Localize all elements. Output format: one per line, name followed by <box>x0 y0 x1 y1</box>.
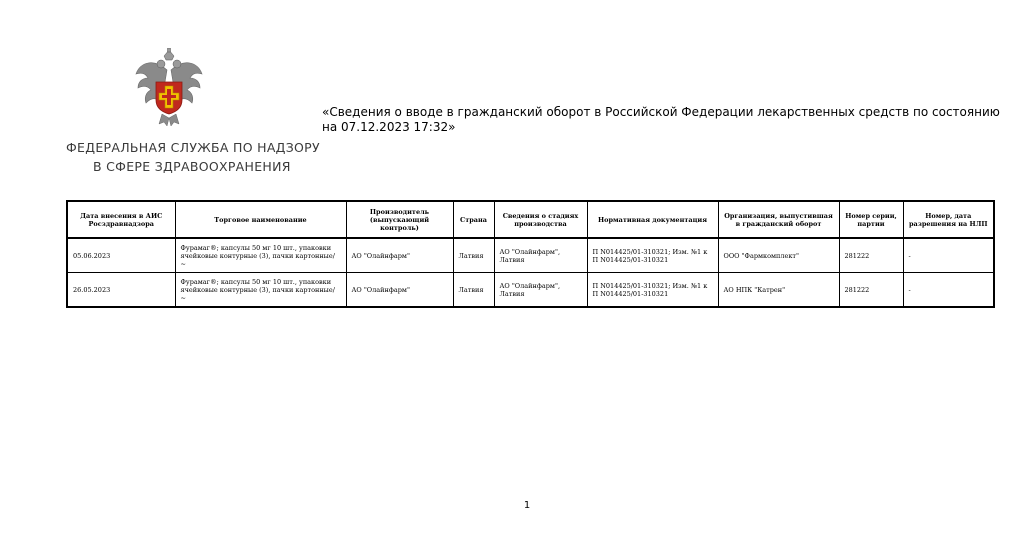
cell-organization: ООО "Фармкомплект" <box>718 238 839 273</box>
cell-regulatory-docs: П N014425/01-310321; Изм. №1 к П N014425/01-310321 <box>587 273 718 308</box>
cell-trade-name: Фурамаг®; капсулы 50 мг 10 шт., упаковки ячейковые контурные (3), пачки картонные/ ~ <box>175 238 346 273</box>
organization-name-line1: ФЕДЕРАЛЬНАЯ СЛУЖБА ПО НАДЗОРУ <box>66 140 320 155</box>
column-header-permit: Номер, дата разрешения на НЛП <box>903 201 994 238</box>
table-header-row <box>67 201 994 238</box>
page-number: 1 <box>523 500 531 511</box>
column-header-country: Страна <box>453 201 494 238</box>
circulation-table <box>66 200 995 308</box>
column-header-organization: Организация, выпустившая в гражданский оборот <box>718 201 839 238</box>
cell-batch-number: 281222 <box>839 238 903 273</box>
cell-permit: - <box>903 273 994 308</box>
column-header-batch-number: Номер серии, партии <box>839 201 903 238</box>
cell-production-stages: АО "Олайнфарм", Латвия <box>494 273 587 308</box>
cell-trade-name: Фурамаг®; капсулы 50 мг 10 шт., упаковки ячейковые контурные (3), пачки картонные/ ~ <box>175 273 346 308</box>
cell-country: Латвия <box>453 238 494 273</box>
cell-permit: - <box>903 238 994 273</box>
column-header-manufacturer: Производитель (выпускающий контроль) <box>346 201 453 238</box>
cell-manufacturer: АО "Олайнфарм" <box>346 238 453 273</box>
column-header-regulatory-docs: Нормативная документация <box>587 201 718 238</box>
organization-name-line2: В СФЕРЕ ЗДРАВООХРАНЕНИЯ <box>93 159 291 174</box>
cell-production-stages: АО "Олайнфарм", Латвия <box>494 238 587 273</box>
report-title: «Сведения о вводе в гражданский оборот в Российской Федерации лекарственных средств по состоянию на 07.12.2023 17:32» <box>322 105 1000 134</box>
cell-batch-number: 281222 <box>839 273 903 308</box>
cell-regulatory-docs: П N014425/01-310321; Изм. №1 к П N014425/01-310321 <box>587 238 718 273</box>
column-header-trade-name: Торговое наименование <box>175 201 346 238</box>
cell-date: 05.06.2023 <box>67 238 175 273</box>
roszdravnadzor-emblem-icon <box>134 48 204 128</box>
cell-manufacturer: АО "Олайнфарм" <box>346 273 453 308</box>
cell-date: 26.05.2023 <box>67 273 175 308</box>
table-row <box>67 273 994 308</box>
table-row <box>67 238 994 273</box>
cell-country: Латвия <box>453 273 494 308</box>
cell-organization: АО НПК "Катрен" <box>718 273 839 308</box>
column-header-date: Дата внесения в АИС Росздравнадзора <box>67 201 175 238</box>
column-header-production-stages: Сведения о стадиях производства <box>494 201 587 238</box>
organization-name <box>66 138 320 176</box>
